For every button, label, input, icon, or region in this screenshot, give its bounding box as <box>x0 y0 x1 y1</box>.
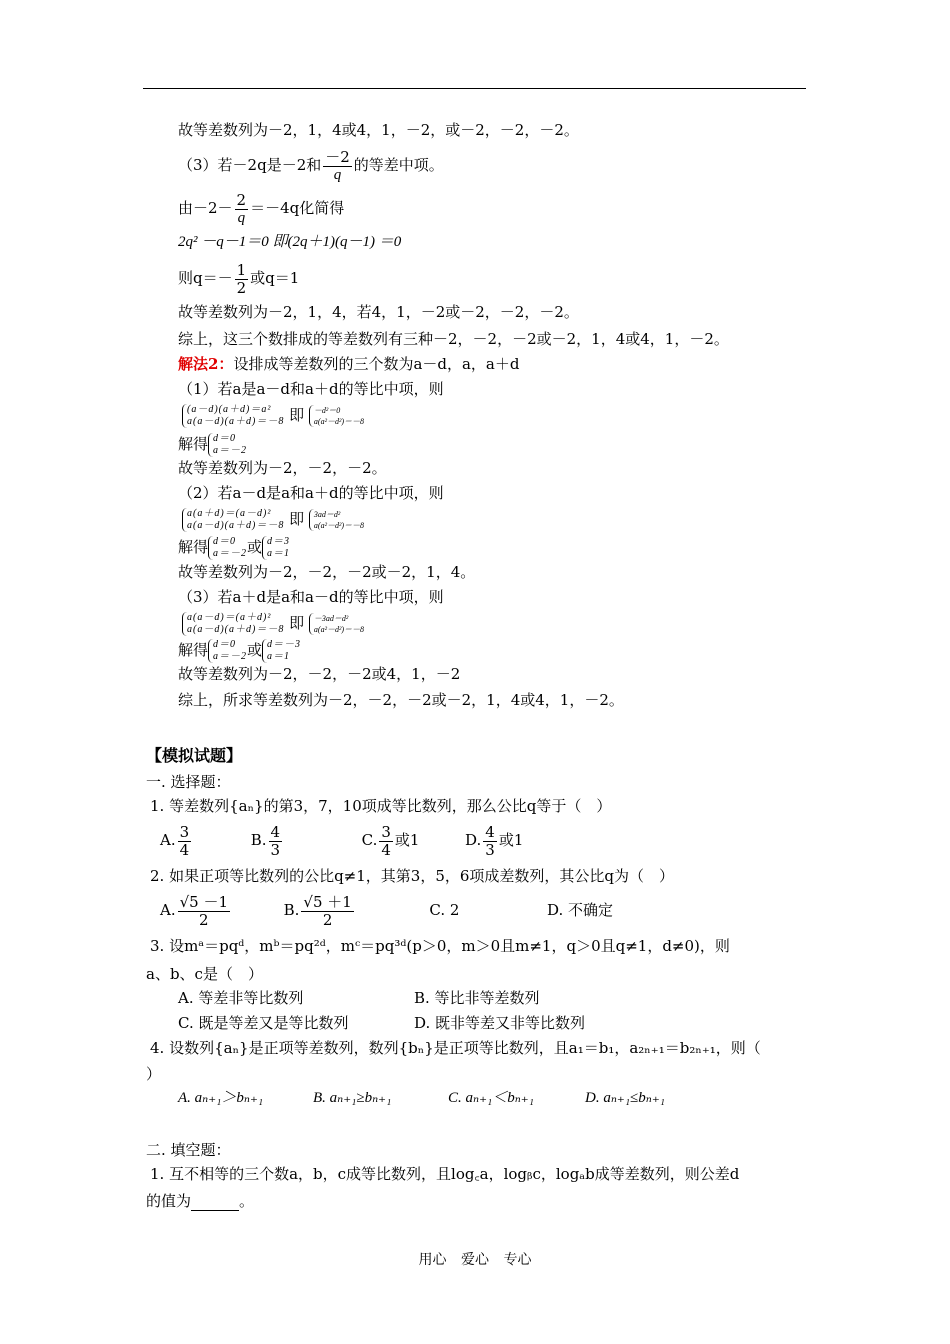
header-rule <box>143 88 806 89</box>
part-heading: 一. 选择题： <box>146 773 231 791</box>
text-line: 解得 d＝0 a＝－2 或 d＝－3 a＝1 <box>178 639 302 662</box>
text-line: 综上，所求等差数列为－2，－2，－2或－2，1，4或4，1，－2。 <box>178 691 624 709</box>
text-line: 故等差数列为－2，－2，－2。 <box>178 459 387 477</box>
fraction: $\frac{2}{q}$ <box>236 190 247 226</box>
question-text: ） <box>146 1065 162 1083</box>
text-line: 解法2：设排成等差数列的三个数为a－d，a，a＋d <box>178 355 520 373</box>
equation-system: －d²＝0 a(a²－d²)＝－8 <box>309 405 364 427</box>
text-line: （3）若－2q是－2和 $\frac{-2}{q}$ 的等差中项。 <box>178 147 444 183</box>
equation-system: d＝0 a＝－2 <box>208 433 247 457</box>
option-b[interactable]: B. aₙ₊₁≥bₙ₊₁ <box>313 1090 392 1106</box>
option-d[interactable]: D. $\frac{4}{3}$ 或1 <box>465 822 524 859</box>
option-c[interactable]: C. 既是等差又是等比数列 <box>178 1014 349 1032</box>
option-b[interactable]: B. $\frac{4}{3}$ <box>250 822 281 859</box>
equation-system: d＝0 a＝－2 <box>208 639 247 663</box>
equation-system: d＝0 a＝－2 <box>208 536 247 560</box>
option-a[interactable]: A. $\frac{√5 -1}{2}$ <box>160 892 229 929</box>
section-title: 【模拟试题】 <box>146 746 243 765</box>
option-row <box>160 818 523 862</box>
text-line: （1）若a是a－d和a＋d的等比中项，则 <box>178 380 444 398</box>
question-text: 3. 设mᵃ＝pqᵈ，mᵇ＝pq²ᵈ，mᶜ＝pq³ᵈ(p＞0，m＞0且m≠1，q＞0且q≠1，d≠0)，则 <box>150 937 730 955</box>
equation-system-row: (a－d)(a＋d)＝a² a(a－d)(a＋d)＝－8 即 －d²＝0 a(a²－d²)＝－8 <box>182 402 364 428</box>
option-a[interactable]: A. 等差非等比数列 <box>178 989 304 1007</box>
equation-system: (a－d)(a＋d)＝a² a(a－d)(a＋d)＝－8 <box>182 404 284 428</box>
text-line: 故等差数列为－2，－2，－2或－2，1，4。 <box>178 563 476 581</box>
page-footer: 用心 爱心 专心 <box>418 1252 532 1268</box>
equation-system-row: a(a－d)＝(a＋d)² a(a－d)(a＋d)＝－8 即 －3ad＝d² a(a²－d²)＝－8 <box>182 610 364 636</box>
option-c[interactable]: C. aₙ₊₁＜bₙ₊₁ <box>448 1090 534 1106</box>
question-text: 的值为 。 <box>146 1192 255 1210</box>
option-d[interactable]: D. aₙ₊₁≤bₙ₊₁ <box>585 1090 665 1106</box>
text-line: （2）若a－d是a和a＋d的等比中项，则 <box>178 484 444 502</box>
question-text: a、b、c是（ ） <box>146 965 263 983</box>
option-b[interactable]: B. $\frac{√5 +1}{2}$ <box>283 892 352 929</box>
fraction: $\frac{-2}{q}$ <box>325 147 350 183</box>
text-line: 故等差数列为－2，1，4，若4，1，－2或－2，－2，－2。 <box>178 303 579 321</box>
option-b[interactable]: B. 等比非等差数列 <box>414 989 540 1007</box>
equation-system: 3ad＝d² a(a²－d²)＝－8 <box>309 509 364 531</box>
text-line: 则q＝－ $\frac{1}{2}$ 或q＝1 <box>178 260 300 297</box>
text-line: （3）若a＋d是a和a－d的等比中项，则 <box>178 588 444 606</box>
option-c[interactable]: C. $\frac{3}{4}$ 或1 <box>361 822 420 859</box>
question-text: 2. 如果正项等比数列的公比q≠1，其第3，5，6项成差数列，其公比q为（ ） <box>150 867 675 885</box>
equation-line: 2q² －q－1＝0 即(2q＋1)(q－1) ＝0 <box>178 234 402 250</box>
text-line: 解得 d＝0 a＝－2 或 d＝3 a＝1 <box>178 536 291 559</box>
question-text: 1. 等差数列{aₙ}的第3，7，10项成等比数列，那么公比q等于（ ） <box>150 797 612 815</box>
equation-system: a(a－d)＝(a＋d)² a(a－d)(a＋d)＝－8 <box>182 612 284 636</box>
text-line: 故等差数列为－2，1，4或4，1，－2，或－2，－2，－2。 <box>178 121 579 139</box>
equation-system: a(a＋d)＝(a－d)² a(a－d)(a＋d)＝－8 <box>182 508 284 532</box>
option-row <box>160 888 613 932</box>
question-text: 4. 设数列{aₙ}是正项等差数列，数列{bₙ}是正项等比数列，且a₁＝b₁，a₂ₙ₊₁＝b₂ₙ₊₁，则（ <box>150 1039 761 1057</box>
part-heading: 二. 填空题： <box>146 1141 231 1159</box>
option-a[interactable]: A. aₙ₊₁＞bₙ₊₁ <box>178 1090 264 1106</box>
equation-system-row: a(a＋d)＝(a－d)² a(a－d)(a＋d)＝－8 即 3ad＝d² a(a²－d²)＝－8 <box>182 506 364 532</box>
option-a[interactable]: A. $\frac{3}{4}$ <box>160 822 190 859</box>
option-d[interactable]: D. 既非等差又非等比数列 <box>414 1014 586 1032</box>
option-c[interactable]: C. 2 <box>429 901 460 919</box>
fraction: $\frac{1}{2}$ <box>236 260 247 297</box>
equation-system: d＝3 a＝1 <box>262 536 290 560</box>
text-line: 解得 d＝0 a＝－2 <box>178 433 248 456</box>
solution-label: 解法2： <box>178 355 234 373</box>
question-text: 1. 互不相等的三个数a，b，c成等比数列，且log꜀a，logᵦc，logₐb成等差数列，则公差d <box>150 1165 740 1183</box>
text-line: 综上，这三个数排成的等差数列有三种－2，－2，－2或－2，1，4或4，1，－2。 <box>178 330 729 348</box>
equation-system: －3ad＝d² a(a²－d²)＝－8 <box>309 613 364 635</box>
text-line: 由－2－ $\frac{2}{q}$ ＝－4q化简得 <box>178 190 345 226</box>
equation-system: d＝－3 a＝1 <box>262 639 301 663</box>
answer-blank[interactable] <box>191 1196 239 1211</box>
text-line: 故等差数列为－2，－2，－2或4，1，－2 <box>178 665 461 683</box>
option-d[interactable]: D. 不确定 <box>546 901 613 919</box>
